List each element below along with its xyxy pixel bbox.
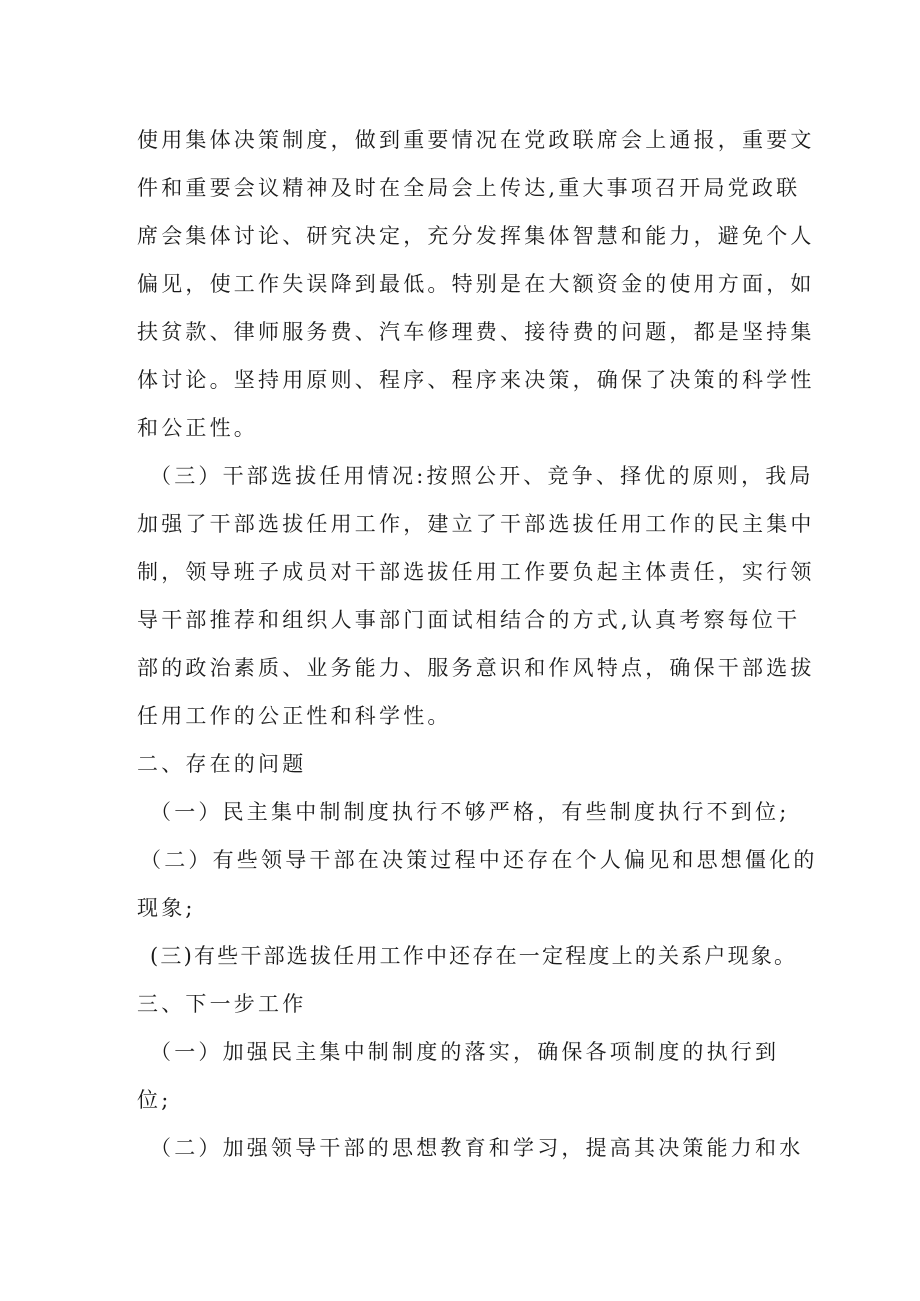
- list-item-problem-2: （二）有些领导干部在决策过程中还存在个人偏见和思想僵化的: [140, 848, 818, 872]
- text-line: 偏见，使工作失误降到最低。特别是在大额资金的使用方面，如: [137, 272, 815, 296]
- list-item-next-1: （一）加强民主集中制制度的落实，确保各项制度的执行到: [150, 1040, 780, 1064]
- list-item-problem-3: (三)有些干部选拔任用工作中还存在一定程度上的关系户现象。: [150, 944, 798, 968]
- text-line: 体讨论。坚持用原则、程序、程序来决策，确保了决策的科学性: [137, 368, 815, 392]
- text-line: 导干部推荐和组织人事部门面试相结合的方式,认真考察每位干: [137, 608, 801, 632]
- text-line: 和公正性。: [137, 416, 258, 440]
- text-line: 席会集体讨论、研究决定，充分发挥集体智慧和能力，避免个人: [137, 224, 815, 248]
- text-line: 部的政治素质、业务能力、服务意识和作风特点，确保干部选拔: [137, 656, 815, 680]
- list-item-next-2: （二）加强领导干部的思想教育和学习，提高其决策能力和水: [150, 1136, 804, 1160]
- section-heading-next-steps: 三、下一步工作: [137, 992, 307, 1016]
- text-line: 扶贫款、律师服务费、汽车修理费、接待费的问题，都是坚持集: [137, 320, 815, 344]
- text-line: 加强了干部选拔任用工作，建立了干部选拔任用工作的民主集中: [137, 512, 815, 536]
- text-line: 制，领导班子成员对干部选拔任用工作要负起主体责任，实行领: [137, 560, 815, 584]
- section-subheading-3: （三）干部选拔任用情况:按照公开、竞争、择优的原则，我局: [150, 464, 814, 488]
- text-line: 现象;: [137, 896, 196, 920]
- text-line: 件和重要会议精神及时在全局会上传达,重大事项召开局党政联: [137, 176, 801, 200]
- list-item-problem-1: （一）民主集中制制度执行不够严格，有些制度执行不到位;: [150, 800, 790, 824]
- text-line: 任用工作的公正性和科学性。: [137, 704, 452, 728]
- text-line: 位;: [137, 1088, 172, 1112]
- section-heading-problems: 二、存在的问题: [137, 752, 307, 776]
- text-line: 使用集体决策制度，做到重要情况在党政联席会上通报，重要文: [137, 128, 815, 152]
